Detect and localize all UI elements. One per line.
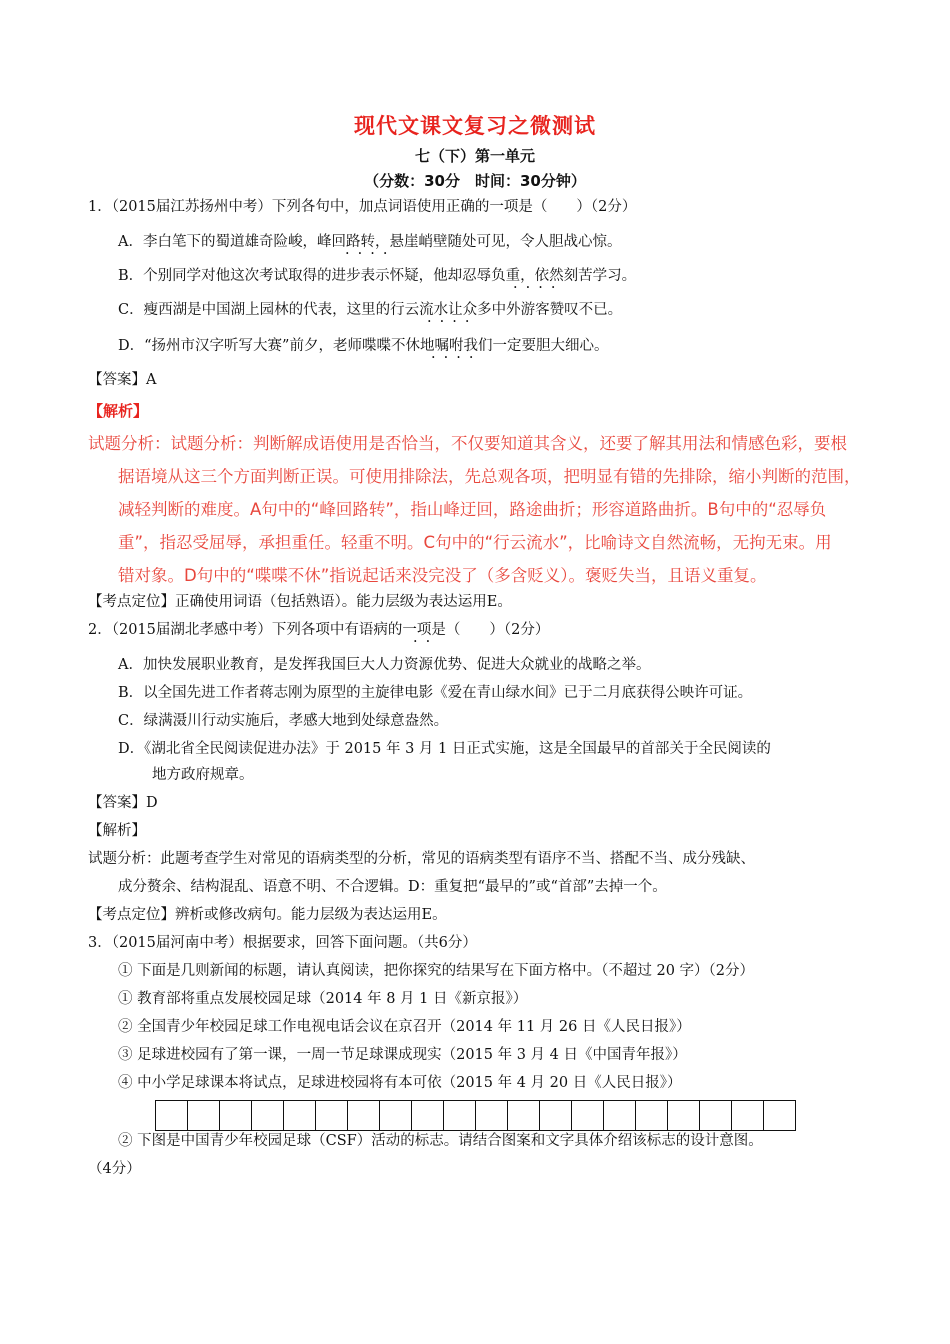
q1-answer: 【答案】A: [88, 372, 157, 388]
answer-cell[interactable]: [476, 1100, 508, 1131]
q1-point: 【考点定位】正确使用词语（包括熟语）。能力层级为表达运用E。: [88, 594, 512, 610]
answer-cell[interactable]: [636, 1100, 668, 1131]
q3-headline: ① 教育部将重点发展校园足球（2014 年 8 月 1 日《新京报》）: [118, 991, 528, 1007]
emphasis-dots: ··: [413, 634, 439, 650]
answer-cell[interactable]: [316, 1100, 348, 1131]
q3-part2-score: （4分）: [88, 1161, 141, 1177]
answer-cell[interactable]: [156, 1100, 188, 1131]
q2-analysis-label: 【解析】: [88, 823, 146, 839]
answer-cell[interactable]: [380, 1100, 412, 1131]
answer-cell[interactable]: [572, 1100, 604, 1131]
q3-headline: ② 全国青少年校园足球工作电视电话会议在京召开（2014 年 11 月 26 日《人民日报》）: [118, 1019, 691, 1035]
answer-cell[interactable]: [540, 1100, 572, 1131]
q2-option-d-cont: 地方政府规章。: [152, 767, 254, 783]
answer-cell[interactable]: [348, 1100, 380, 1131]
q2-stem: 2．（2015届湖北孝感中考）下列各项中有语病的一项是（ ）（2分）: [88, 622, 550, 638]
answer-cell[interactable]: [252, 1100, 284, 1131]
answer-cell[interactable]: [764, 1100, 796, 1131]
q2-analysis-line: 试题分析：此题考查学生对常见的语病类型的分析，常见的语病类型有语序不当、搭配不当、成分残缺、: [88, 851, 755, 867]
answer-cell[interactable]: [188, 1100, 220, 1131]
answer-cell[interactable]: [284, 1100, 316, 1131]
emphasis-dots: ····: [345, 246, 396, 262]
q1-analysis-line: 错对象。D句中的“喋喋不休”指说起话来没完没了（多含贬义）。褒贬失当，且语义重复。: [118, 566, 767, 585]
q1-option-a: A．李白笔下的蜀道雄奇险峻，峰回路转，悬崖峭壁随处可见，令人胆战心惊。: [118, 234, 622, 250]
unit-heading: 七（下）第一单元: [414, 147, 535, 165]
q1-analysis-line: 重”，指忍受屈辱，承担重任。轻重不明。C句中的“行云流水”，比喻诗文自然流畅，无拘无束。用: [118, 533, 832, 552]
answer-cell[interactable]: [508, 1100, 540, 1131]
q1-stem: 1．（2015届江苏扬州中考）下列各句中，加点词语使用正确的一项是（ ）（2分）: [88, 199, 637, 215]
emphasis-dots: ····: [431, 350, 482, 366]
emphasis-dots: ····: [427, 314, 478, 330]
q2-analysis-line: 成分赘余、结构混乱、语意不明、不合逻辑。D：重复把“最早的”或“首部”去掉一个。: [118, 879, 667, 895]
q2-option-a: A．加快发展职业教育，是发挥我国巨大人力资源优势、促进大众就业的战略之举。: [118, 657, 651, 673]
answer-cell[interactable]: [412, 1100, 444, 1131]
q1-option-c: C．瘦西湖是中国湖上园林的代表，这里的行云流水让众多中外游客赞叹不已。: [118, 302, 623, 318]
emphasis-dots: ····: [513, 280, 564, 296]
q2-option-d: D．《湖北省全民阅读促进办法》于 2015 年 3 月 1 日正式实施，这是全国最早的首部关于全民阅读的: [118, 741, 771, 757]
q2-answer: 【答案】D: [88, 795, 158, 811]
q1-analysis-label: 【解析】: [88, 402, 149, 420]
answer-cell[interactable]: [220, 1100, 252, 1131]
q1-analysis-line: 试题分析：试题分析：判断解成语使用是否恰当，不仅要知道其含义，还要了解其用法和情感色彩，要根: [88, 434, 847, 453]
answer-cell[interactable]: [444, 1100, 476, 1131]
q3-stem: 3．（2015届河南中考）根据要求，回答下面问题。（共6分）: [88, 935, 477, 951]
answer-cell[interactable]: [604, 1100, 636, 1131]
q1-analysis-line: 据语境从这三个方面判断正误。可使用排除法，先总观各项，把明显有错的先排除，缩小判断的范围，: [118, 467, 861, 486]
answer-cell[interactable]: [668, 1100, 700, 1131]
q1-option-d: D．“扬州市汉字听写大赛”前夕，老师喋喋不休地嘱咐我们一定要胆大细心。: [118, 338, 609, 354]
answer-cell[interactable]: [732, 1100, 764, 1131]
q3-headline: ④ 中小学足球课本将试点，足球进校园将有本可依（2015 年 4 月 20 日《人民日报》）: [118, 1075, 682, 1091]
q2-point: 【考点定位】辨析或修改病句。能力层级为表达运用E。: [88, 907, 447, 923]
score-time: （分数：30分 时间：30分钟）: [364, 172, 586, 190]
answer-grid[interactable]: [155, 1100, 796, 1131]
q3-instruction: ① 下面是几则新闻的标题，请认真阅读，把你探究的结果写在下面方格中。（不超过 20 字）（2分）: [118, 963, 754, 979]
q2-option-b: B．以全国先进工作者蒋志刚为原型的主旋律电影《爱在青山绿水间》已于二月底获得公映许可证。: [118, 685, 753, 701]
q1-option-b: B．个别同学对他这次考试取得的进步表示怀疑，他却忍辱负重，依然刻苦学习。: [118, 268, 637, 284]
answer-cell[interactable]: [700, 1100, 732, 1131]
q2-option-c: C．绿满滠川行动实施后，孝感大地到处绿意盎然。: [118, 713, 449, 729]
page-title: 现代文课文复习之微测试: [354, 114, 596, 138]
q3-part2: ② 下图是中国青少年校园足球（CSF）活动的标志。请结合图案和文字具体介绍该标志的设计意图。: [118, 1133, 763, 1149]
q1-analysis-line: 减轻判断的难度。A句中的“峰回路转”，指山峰迂回，路途曲折；形容道路曲折。B句中的“忍辱负: [118, 500, 827, 519]
q3-headline: ③ 足球进校园有了第一课，一周一节足球课成现实（2015 年 3 月 4 日《中国青年报》）: [118, 1047, 687, 1063]
